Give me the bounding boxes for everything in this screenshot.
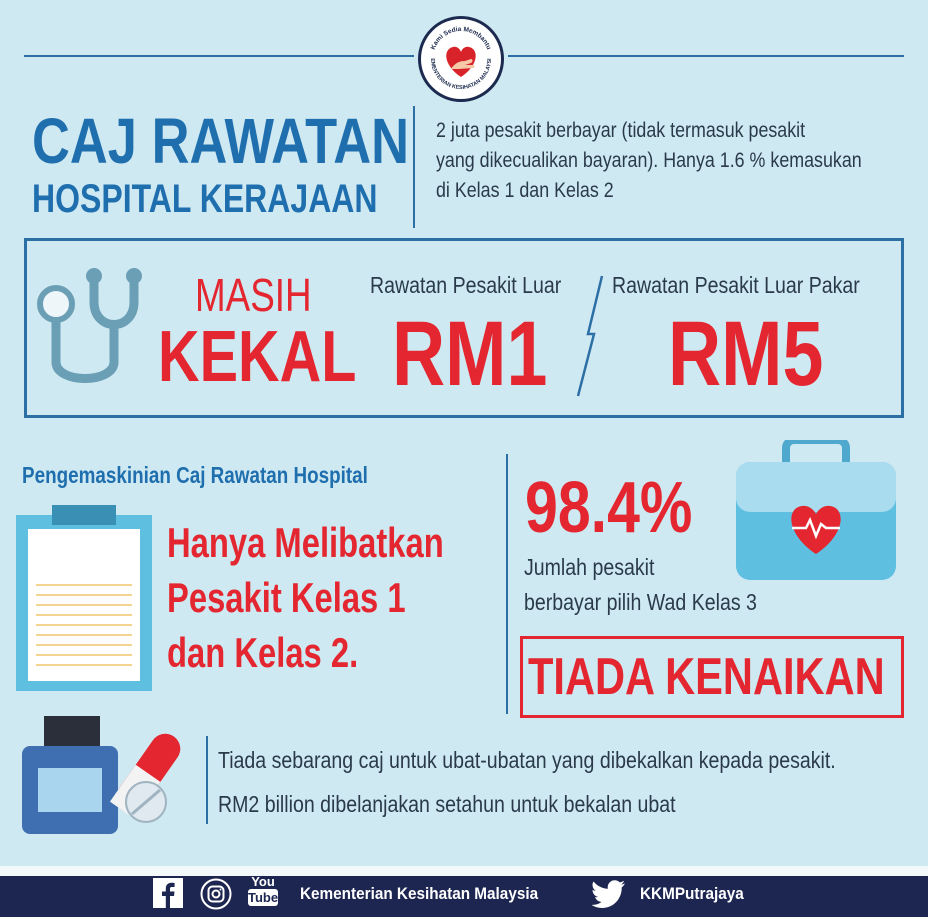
svg-text:KEMENTERIAN KESIHATAN MALAYSIA: EMENTERIAN KESIHATAN MALAYSI (428, 58, 494, 92)
specialist-label: Rawatan Pesakit Luar Pakar (612, 272, 860, 298)
stethoscope-icon (34, 262, 164, 397)
kekal-label: KEKAL (158, 317, 357, 397)
capsule-pill-icon (100, 728, 192, 828)
footer-ministry-name[interactable]: Kementerian Kesihatan Malaysia (300, 884, 539, 903)
footer-twitter-handle[interactable]: KKMPutrajaya (640, 884, 744, 903)
twitter-icon[interactable] (592, 880, 626, 908)
no-increase-label: TIADA KENAIKAN (528, 648, 885, 706)
header-line-left (24, 55, 414, 57)
medicine-text: Tiada sebarang caj untuk ubat-ubatan yang dibekalkan kepada pesakit. RM2 billion dibelanjakan setahun untuk bekalan ubat (218, 747, 836, 817)
instagram-icon[interactable] (200, 878, 232, 910)
intro-text: 2 juta pesakit berbayar (tidak termasuk pesakit yang dikecualikan bayaran). Hanya 1.6 % kemasukan di Kelas 1 dan Kelas 2 (436, 119, 862, 202)
masih-label: MASIH (195, 269, 312, 321)
ministry-logo (418, 16, 504, 102)
outpatient-charge: RM1 (392, 303, 548, 405)
update-text: Hanya Melibatkan Pesakit Kelas 1 dan Kelas 2. (167, 519, 444, 676)
page-title-line2: HOSPITAL KERAJAAN (32, 177, 378, 221)
outpatient-label: Rawatan Pesakit Luar (370, 272, 562, 298)
section-divider (506, 454, 508, 714)
facebook-icon[interactable] (153, 878, 183, 908)
youtube-icon[interactable]: You Tube (248, 874, 279, 905)
title-divider (413, 106, 415, 228)
clipboard-icon (16, 505, 152, 691)
specialist-charge: RM5 (668, 303, 824, 405)
ward-percent: 98.4% (525, 468, 693, 548)
medical-bag-icon (736, 440, 896, 580)
slash-divider (572, 272, 608, 400)
ward-description: Jumlah pesakit berbayar pilih Wad Kelas 3 (524, 554, 757, 615)
svg-text:Kami Sedia Membantu: Kami Sedia Membantu (429, 25, 493, 51)
header-line-right (508, 55, 904, 57)
logo-heart-hand-icon (421, 19, 501, 99)
page-title-line1: CAJ RAWATAN (32, 105, 410, 177)
medicine-divider (206, 736, 208, 824)
update-heading: Pengemaskinian Caj Rawatan Hospital (22, 462, 368, 488)
